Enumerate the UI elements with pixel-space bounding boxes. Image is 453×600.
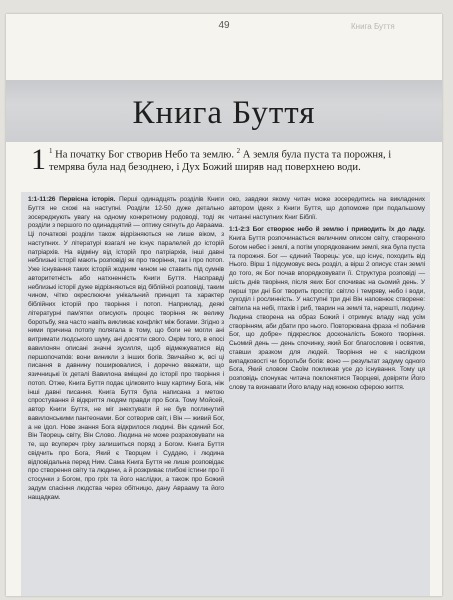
commentary-text: Перші одинадцять розділів Книги Буття не схожі на наступні. Розділи 12-50 дуже детально зосереджують увагу на одному конкретному родоводі, тоді як розділи з першого по одинадцятий — оптику сягнуть до Авраама. Ці початкові розділи також відрізняються не лише віком, з наступних. У літературі взагалі не існує паралелей до історій патріархів. На відміну від історій про патріархів, інші давні неблизькі історії мають розповіді як про творіння, так і про потоп. Уже існування таких історій жодним чином не ставить під сумнів авторитетність або натхненність Книги Буття. Насправді неблизькі історії дуже відрізняються від біблійної розповіді, таким чином, чітко окреслюючи унікальний принцип та характер біблійних історій про творіння і потоп. Наприклад, деякі літературні пам'ятки описують процес творіння як велику боротьбу, яка часто навіть викликає конфлікт між богами. Згідно з ними причина потопу полягала в тому, що боги не могли ані витримати людського шуму, ані досягти свого. Окрім того, в епосі вавилонян описані значні зусилля, щоб відмежуватися від першопочатків: вони виникли з інших богів. Звичайно ж, всі ці писання в давнину поширювалися, і доречно вважати, що язичницькі їх деталі Вавилона вміщені до історії про творіння і потоп. Отже, Книга Буття подає цілковито іншу картину Бога, ніж інші давні писання. Книга Буття була написана з метою спростування й відкриття людям правди про Бога. Тому Мойсей, автор Книги Буття, не міг знехтувати й не був поглинутий вавилонськими пантеонами. Бог сотворив світ, і Він — живий Бог, а не ідол. Нове знання Бога відкрилося людині. Він єдиний Бог, Він Творець світу, Він Слово. Людина не може розраховувати на те, що всупереч гріху залишиться поряд з Богом. Книга Буття свідчить про Бога, Який є Творцем і Суддею, і людина відповідальна перед Ним. Сама Книга Буття не лише розповідає про створення світу та людини, а й розкриває глибокі істини про її стосунки з Богом, про гріх та його наслідки, а також про Божий задум спасіння людства через обітницю, дану Аврааму та його нащадкам. (28, 196, 224, 501)
verse-number: 2 (236, 147, 241, 155)
commentary-box (21, 192, 430, 596)
bleed-through-text: Книга Буття (351, 22, 395, 31)
commentary-text: Книга Буття розпочинається величним описом світу, створеного Богом небес і землі, а потім упорядкованим землі, яка була пуста та порожня. Бог — єдиний Творець: усе, що існує, походить від Нього. Вірш 1 підсумовує весь розділ, а вірш 2 описує стан землі до того, як Бог почав впорядковувати її. Структура розповіді — шість днів творіння, після яких Бог спочиває на сьомий день. У перші три дні Бог творить простір: світло і темряву, небо і води, суходіл і рослинність. У наступні три дні Він наповнює створене: світила на небі, птахів і риб, тварин на землі та, нарешті, людину. Людина створена на образ Божий і отримує владу над усім створінням, аби дбати про нього. Повторювана фраза «І побачив Бог, що добре» підкреслює досконалість Божого творіння. Сьомий день — день спочинку, який Бог благословив і освятив, ставши зразком для людей. Творіння не є наслідком випадковості чи боротьби богів: воно — результат задуму одного Бога, Який словом Своїм покликав усе до існування. Тому ця розповідь спонукає читача поклонятися Творцеві, довіряти Його слову та визнавати Його владу над кожною сферою життя. (229, 235, 425, 391)
book-page (6, 14, 442, 596)
verse-number: 1 (49, 147, 53, 155)
page-number: 49 (218, 20, 230, 31)
commentary-reference: 1:1-11:26 (28, 196, 56, 203)
commentary-heading: Бог створює небо й землю і приводить їх до ладу. (252, 226, 426, 234)
commentary-intro: око, завдяки якому читач може зосередитись на викладених автором ідеях з Книги Буття, що допоможе при подальшому читанні наступних Книг Біблії. (229, 196, 425, 221)
commentary-heading: Первісна історія. (59, 196, 116, 203)
commentary-column-left (28, 196, 224, 502)
scripture-text (31, 145, 426, 175)
chapter-number: 1 (31, 143, 46, 176)
commentary-column-right (229, 196, 425, 393)
commentary-reference: 1:1-2:3 (229, 226, 250, 234)
verse-text: А земля була пуста та порожня, і темрява була над безоднею, і Дух Божий ширяв над поверхнею води. (49, 149, 392, 174)
verse-text: На початку Бог створив Небо та землю. (55, 149, 234, 161)
book-title: Книга Буття (132, 95, 316, 131)
